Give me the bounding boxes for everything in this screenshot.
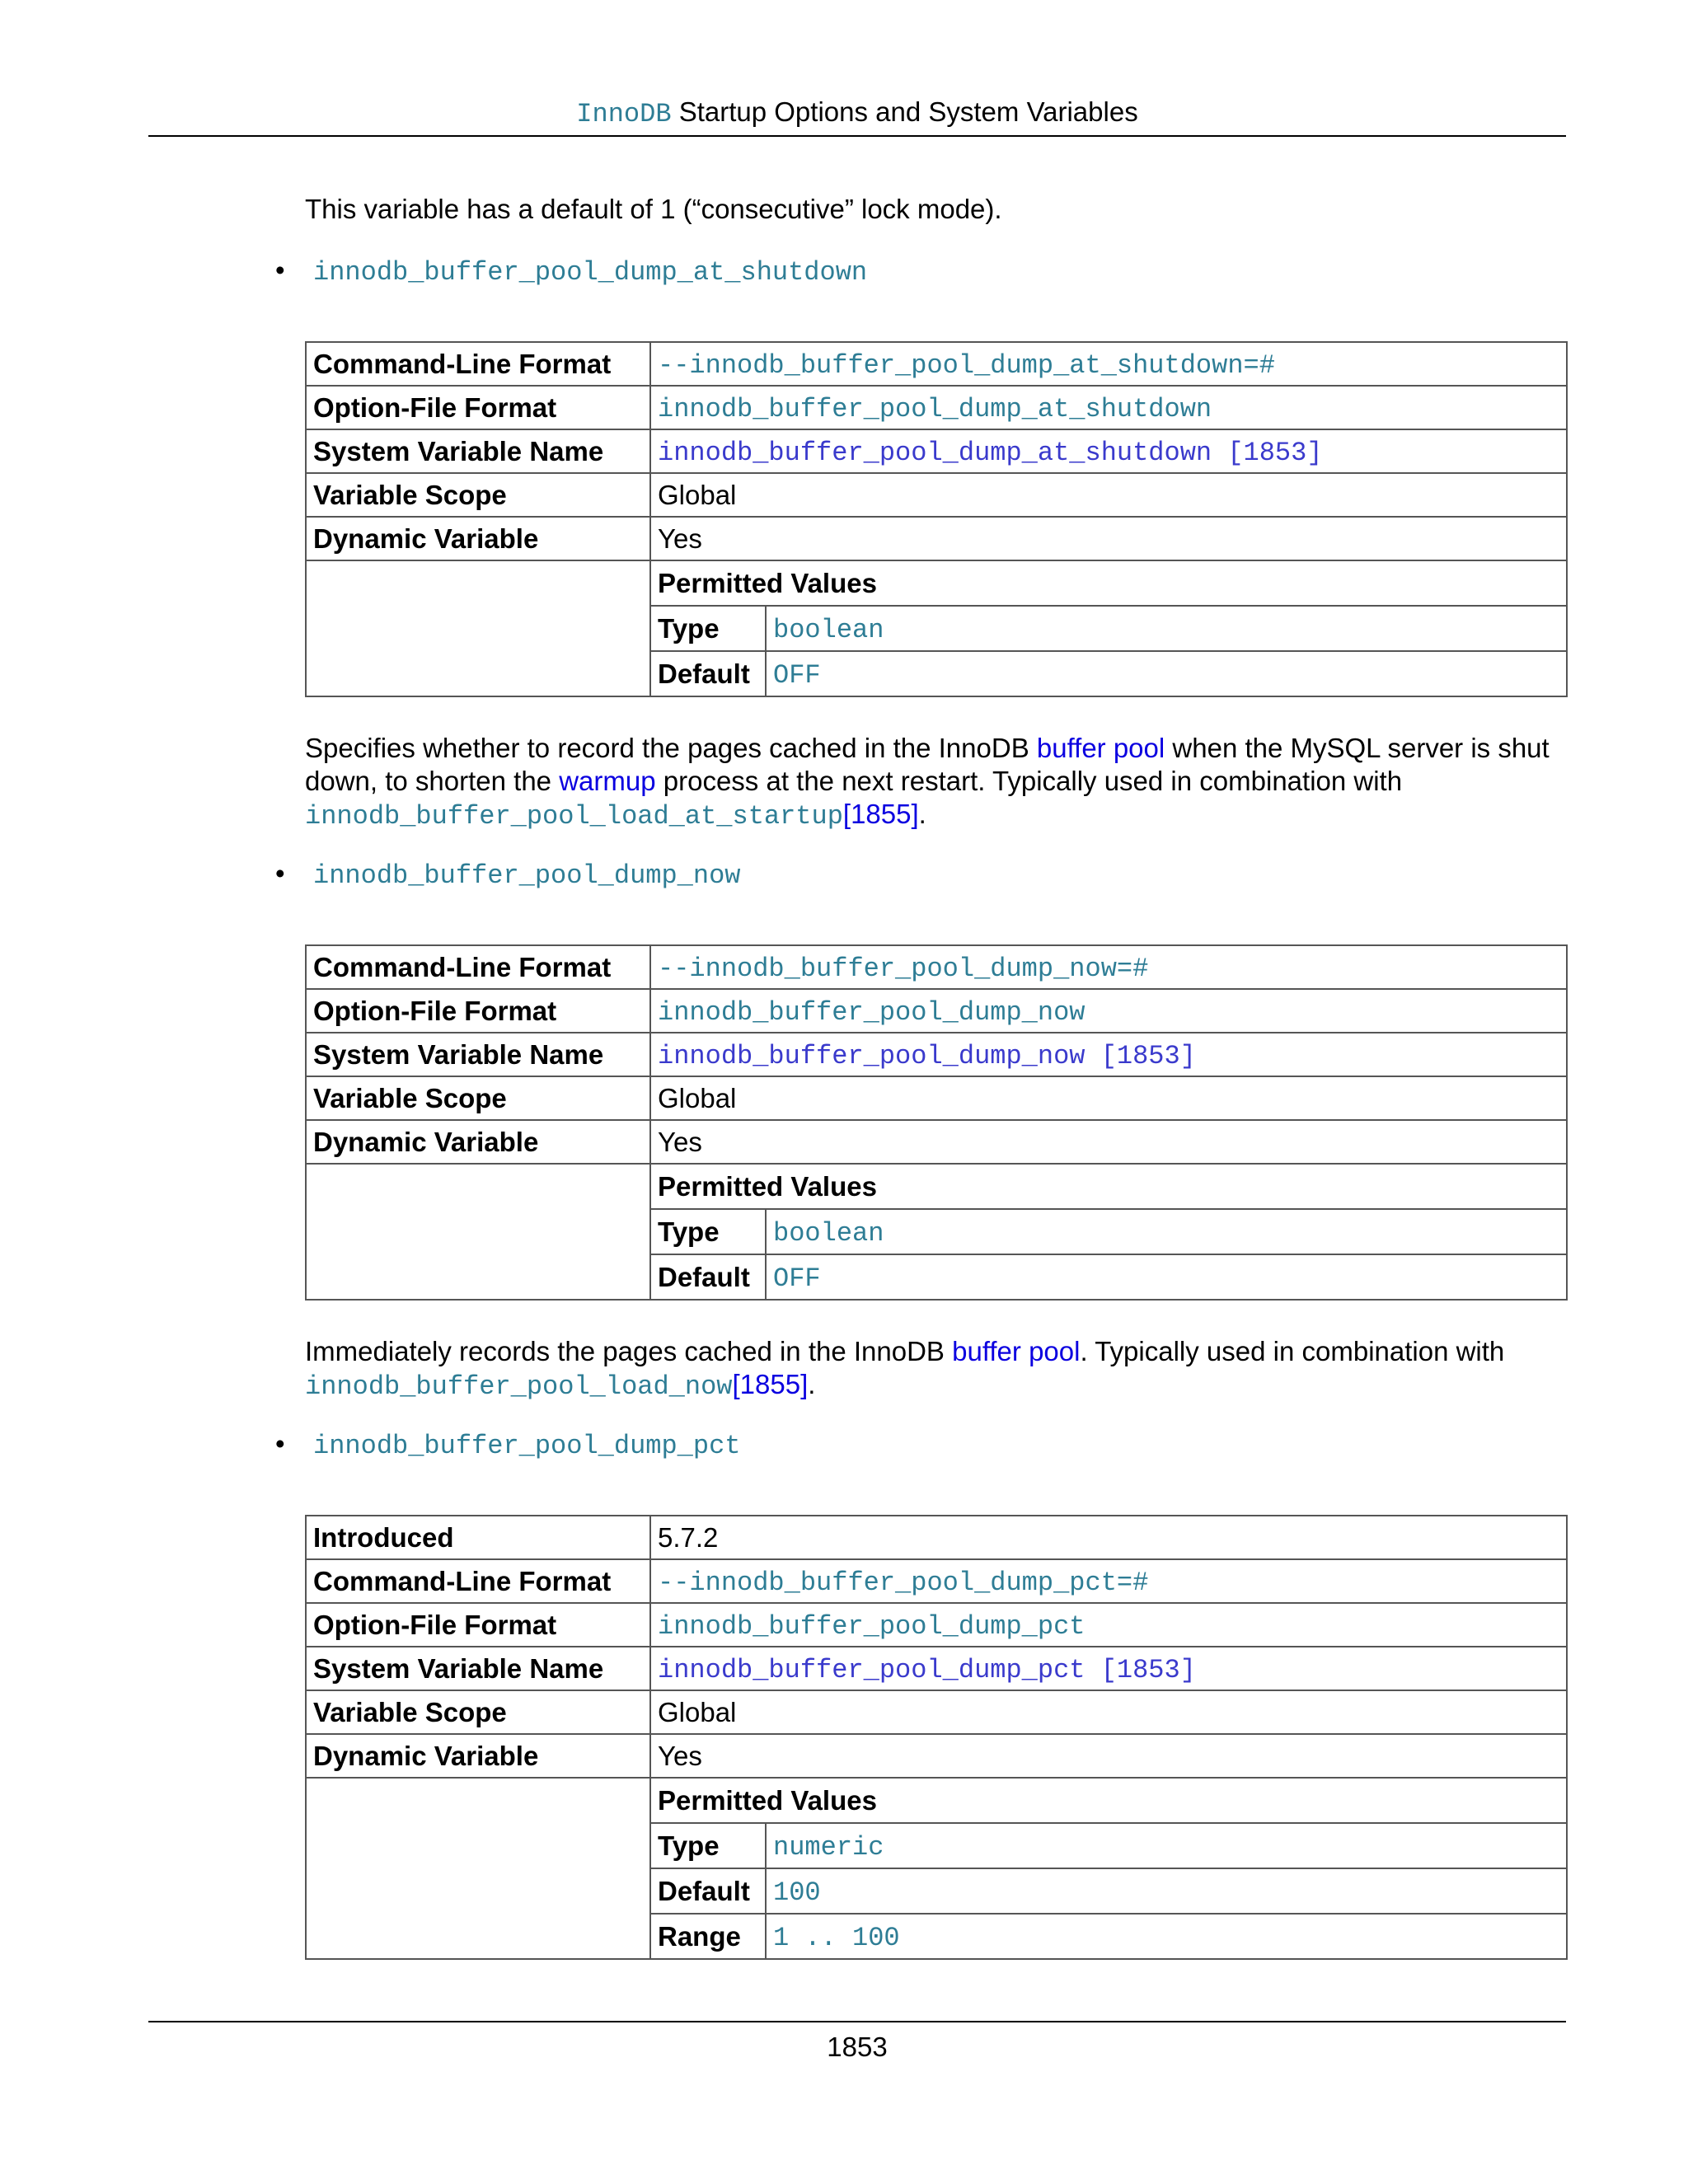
table-row (306, 386, 1567, 429)
row-value (650, 342, 1567, 386)
permitted-label: Range (651, 1914, 766, 1958)
row-value: Global (650, 1076, 1567, 1120)
table-row (306, 1164, 1567, 1300)
description-text: Specifies whether to record the pages cached in the InnoDB (305, 733, 1037, 763)
permitted-values-heading: Permitted Values (651, 561, 1566, 606)
empty-cell (306, 1164, 650, 1300)
row-label: Command-Line Format (306, 1559, 650, 1603)
permitted-label: Type (651, 1209, 766, 1254)
permitted-label: Type (651, 606, 766, 651)
intro-paragraph: This variable has a default of 1 (“consecutive” lock mode). (305, 194, 1002, 224)
page-ref-link[interactable]: [1855] (842, 799, 919, 829)
row-value (650, 945, 1567, 989)
table-row (306, 989, 1567, 1033)
permitted-values-table (651, 1165, 1566, 1299)
options-table-dump-at-shutdown (305, 341, 1568, 697)
default-value: OFF (773, 1263, 821, 1294)
command-line-format-value: --innodb_buffer_pool_dump_at_shutdown=# (658, 349, 1275, 381)
table-row (306, 1647, 1567, 1690)
description-text: . (808, 1369, 816, 1399)
description-text: Immediately records the pages cached in the InnoDB (305, 1336, 953, 1366)
row-value (650, 1559, 1567, 1603)
table-row (306, 342, 1567, 386)
system-variable-link[interactable]: innodb_buffer_pool_dump_pct [1853] (658, 1654, 1196, 1685)
permitted-values-cell (650, 1778, 1567, 1959)
row-value (650, 989, 1567, 1033)
system-variable-link[interactable]: innodb_buffer_pool_dump_now [1853] (658, 1040, 1196, 1071)
load-at-startup-link[interactable]: innodb_buffer_pool_load_at_startup (305, 801, 843, 832)
table-row (306, 517, 1567, 560)
row-value: Global (650, 1690, 1567, 1734)
row-label: Variable Scope (306, 1076, 650, 1120)
table-row (306, 473, 1567, 517)
buffer-pool-link[interactable]: buffer pool (952, 1336, 1081, 1366)
buffer-pool-link[interactable]: buffer pool (1036, 733, 1165, 763)
option-file-format-value: innodb_buffer_pool_dump_at_shutdown (658, 393, 1212, 424)
type-value: boolean (773, 1217, 884, 1249)
page-ref-link[interactable]: [1855] (732, 1369, 809, 1399)
command-line-format-value: --innodb_buffer_pool_dump_now=# (658, 953, 1149, 984)
table-row (306, 1033, 1567, 1076)
bullet-item-dump-pct (275, 1426, 740, 1465)
permitted-value (766, 1209, 1566, 1254)
row-value: Yes (650, 1734, 1567, 1778)
permitted-values-heading: Permitted Values (651, 1165, 1566, 1209)
permitted-values-heading: Permitted Values (651, 1779, 1566, 1823)
permitted-value (766, 1254, 1566, 1299)
type-value: numeric (773, 1831, 884, 1863)
system-variable-link[interactable]: innodb_buffer_pool_dump_at_shutdown [1853] (658, 437, 1323, 468)
row-value: 5.7.2 (650, 1516, 1567, 1559)
row-label: System Variable Name (306, 1033, 650, 1076)
row-label: Dynamic Variable (306, 1120, 650, 1164)
variable-name-link[interactable]: innodb_buffer_pool_dump_pct (313, 1431, 741, 1461)
table-row (306, 1734, 1567, 1778)
table-row (306, 945, 1567, 989)
permitted-label: Default (651, 1868, 766, 1914)
bullet-icon: • (275, 858, 285, 888)
table-row (306, 1120, 1567, 1164)
table-row (306, 560, 1567, 696)
bullet-icon: • (275, 1428, 285, 1459)
permitted-value (766, 651, 1566, 696)
bullet-item-dump-now (275, 855, 740, 894)
description-text: when the MySQL server is shut down, to shorten the (305, 733, 1550, 796)
header-divider (148, 135, 1566, 137)
table-row (306, 1603, 1567, 1647)
permitted-value (766, 1914, 1566, 1958)
empty-cell (306, 560, 650, 696)
row-label: Dynamic Variable (306, 1734, 650, 1778)
default-value: OFF (773, 659, 821, 691)
range-value: 1 .. 100 (773, 1922, 900, 1953)
variable-name-link[interactable]: innodb_buffer_pool_dump_at_shutdown (313, 257, 868, 288)
bullet-icon: • (275, 255, 285, 285)
permitted-values-table (651, 561, 1566, 696)
table-row (306, 429, 1567, 473)
row-label: Option-File Format (306, 989, 650, 1033)
permitted-value (766, 606, 1566, 651)
command-line-format-value: --innodb_buffer_pool_dump_pct=# (658, 1567, 1149, 1598)
row-label: Option-File Format (306, 386, 650, 429)
permitted-values-table (651, 1779, 1566, 1958)
row-label: Dynamic Variable (306, 517, 650, 560)
description-text: . Typically used in combination with (1080, 1336, 1505, 1366)
page-number: 1853 (827, 2032, 888, 2062)
row-value (650, 1033, 1567, 1076)
row-label: Option-File Format (306, 1603, 650, 1647)
row-value: Yes (650, 1120, 1567, 1164)
variable-name-link[interactable]: innodb_buffer_pool_dump_now (313, 860, 741, 891)
empty-cell (306, 1778, 650, 1959)
row-value (650, 1603, 1567, 1647)
options-table-dump-now (305, 944, 1568, 1301)
table-row (306, 1778, 1567, 1959)
description-dump-at-shutdown (305, 732, 1558, 833)
row-label: Variable Scope (306, 473, 650, 517)
options-table-dump-pct (305, 1515, 1568, 1960)
row-label: System Variable Name (306, 1647, 650, 1690)
row-value: Global (650, 473, 1567, 517)
table-row (306, 1516, 1567, 1559)
permitted-values-cell (650, 560, 1567, 696)
bullet-item-dump-at-shutdown (275, 252, 867, 291)
row-label: Command-Line Format (306, 342, 650, 386)
header-code: InnoDB (576, 99, 672, 129)
row-value (650, 1647, 1567, 1690)
row-value (650, 386, 1567, 429)
row-value: Yes (650, 517, 1567, 560)
default-value: 100 (773, 1877, 821, 1908)
permitted-value (766, 1823, 1566, 1868)
row-label: Introduced (306, 1516, 650, 1559)
permitted-values-cell (650, 1164, 1567, 1300)
description-text: process at the next restart. Typically used in combination with (655, 766, 1403, 796)
warmup-link[interactable]: warmup (559, 766, 656, 796)
table-row (306, 1690, 1567, 1734)
row-label: Variable Scope (306, 1690, 650, 1734)
row-label: System Variable Name (306, 429, 650, 473)
row-value (650, 429, 1567, 473)
option-file-format-value: innodb_buffer_pool_dump_pct (658, 1610, 1085, 1642)
option-file-format-value: innodb_buffer_pool_dump_now (658, 996, 1085, 1028)
permitted-value (766, 1868, 1566, 1914)
table-row (306, 1559, 1567, 1603)
permitted-label: Default (651, 651, 766, 696)
row-label: Command-Line Format (306, 945, 650, 989)
header-title: Startup Options and System Variables (678, 96, 1138, 127)
permitted-label: Default (651, 1254, 766, 1299)
page-header (148, 94, 1566, 133)
type-value: boolean (773, 614, 884, 645)
permitted-label: Type (651, 1823, 766, 1868)
description-dump-now (305, 1335, 1558, 1404)
table-row (306, 1076, 1567, 1120)
load-now-link[interactable]: innodb_buffer_pool_load_now (305, 1371, 733, 1402)
description-text: . (918, 799, 926, 829)
footer-divider (148, 2021, 1566, 2022)
